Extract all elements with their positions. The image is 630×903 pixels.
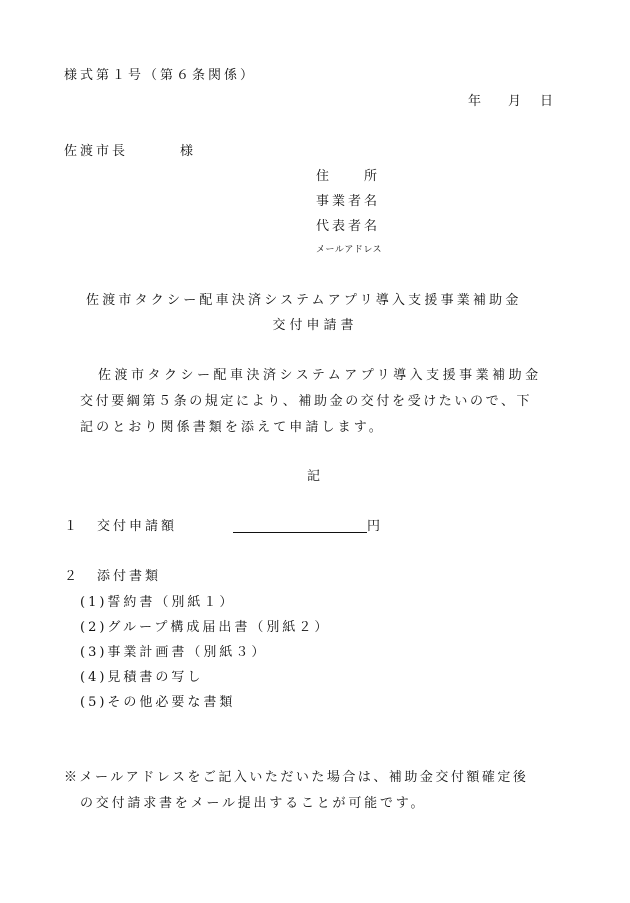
item2-number: ２ xyxy=(64,569,81,584)
attachment-item-5: (5)その他必要な書類 xyxy=(80,695,236,710)
form-number: 様式第１号（第６条関係） xyxy=(64,68,257,83)
item2-label: 添付書類 xyxy=(97,569,162,584)
ki-heading: 記 xyxy=(306,469,323,484)
date-day: 日 xyxy=(540,94,557,109)
attachment-item-1: (1)誓約書（別紙１） xyxy=(80,595,236,610)
item1-label: 交付申請額 xyxy=(97,519,178,534)
document-title-line2: 交付申請書 xyxy=(272,318,358,333)
applicant-representative-label: 代表者名 xyxy=(316,219,381,234)
body-text-line1: 佐渡市タクシー配車決済システムアプリ導入支援事業補助金 xyxy=(98,368,542,383)
note-line1: ※メールアドレスをご記入いただいた場合は、補助金交付額確定後 xyxy=(64,770,529,785)
attachment-item-3: (3)事業計画書（別紙３） xyxy=(80,645,268,660)
item1-number: １ xyxy=(64,519,81,534)
date-year: 年 xyxy=(468,94,485,109)
addressee-name: 佐渡市長 xyxy=(64,144,129,159)
applicant-address-label: 住 所 xyxy=(316,169,381,184)
requested-amount-field xyxy=(233,520,383,533)
attachment-item-2: (2)グループ構成届出書（別紙２） xyxy=(80,620,331,635)
addressee-honorific: 様 xyxy=(180,144,197,159)
amount-unit: 円 xyxy=(367,519,384,534)
document-title-line1: 佐渡市タクシー配車決済システムアプリ導入支援事業補助金 xyxy=(86,293,522,308)
attachment-item-4: (4)見積書の写し xyxy=(80,670,204,685)
applicant-email-label: メールアドレス xyxy=(316,245,383,255)
body-text-line2: 交付要綱第５条の規定により、補助金の交付を受けたいので、下 xyxy=(80,394,533,409)
amount-blank-line xyxy=(233,520,367,533)
date-month: 月 xyxy=(508,94,525,109)
applicant-business-name-label: 事業者名 xyxy=(316,194,381,209)
body-text-line3: 記のとおり関係書類を添えて申請します。 xyxy=(80,420,385,435)
note-line2: の交付請求書をメール提出することが可能です。 xyxy=(80,796,427,811)
